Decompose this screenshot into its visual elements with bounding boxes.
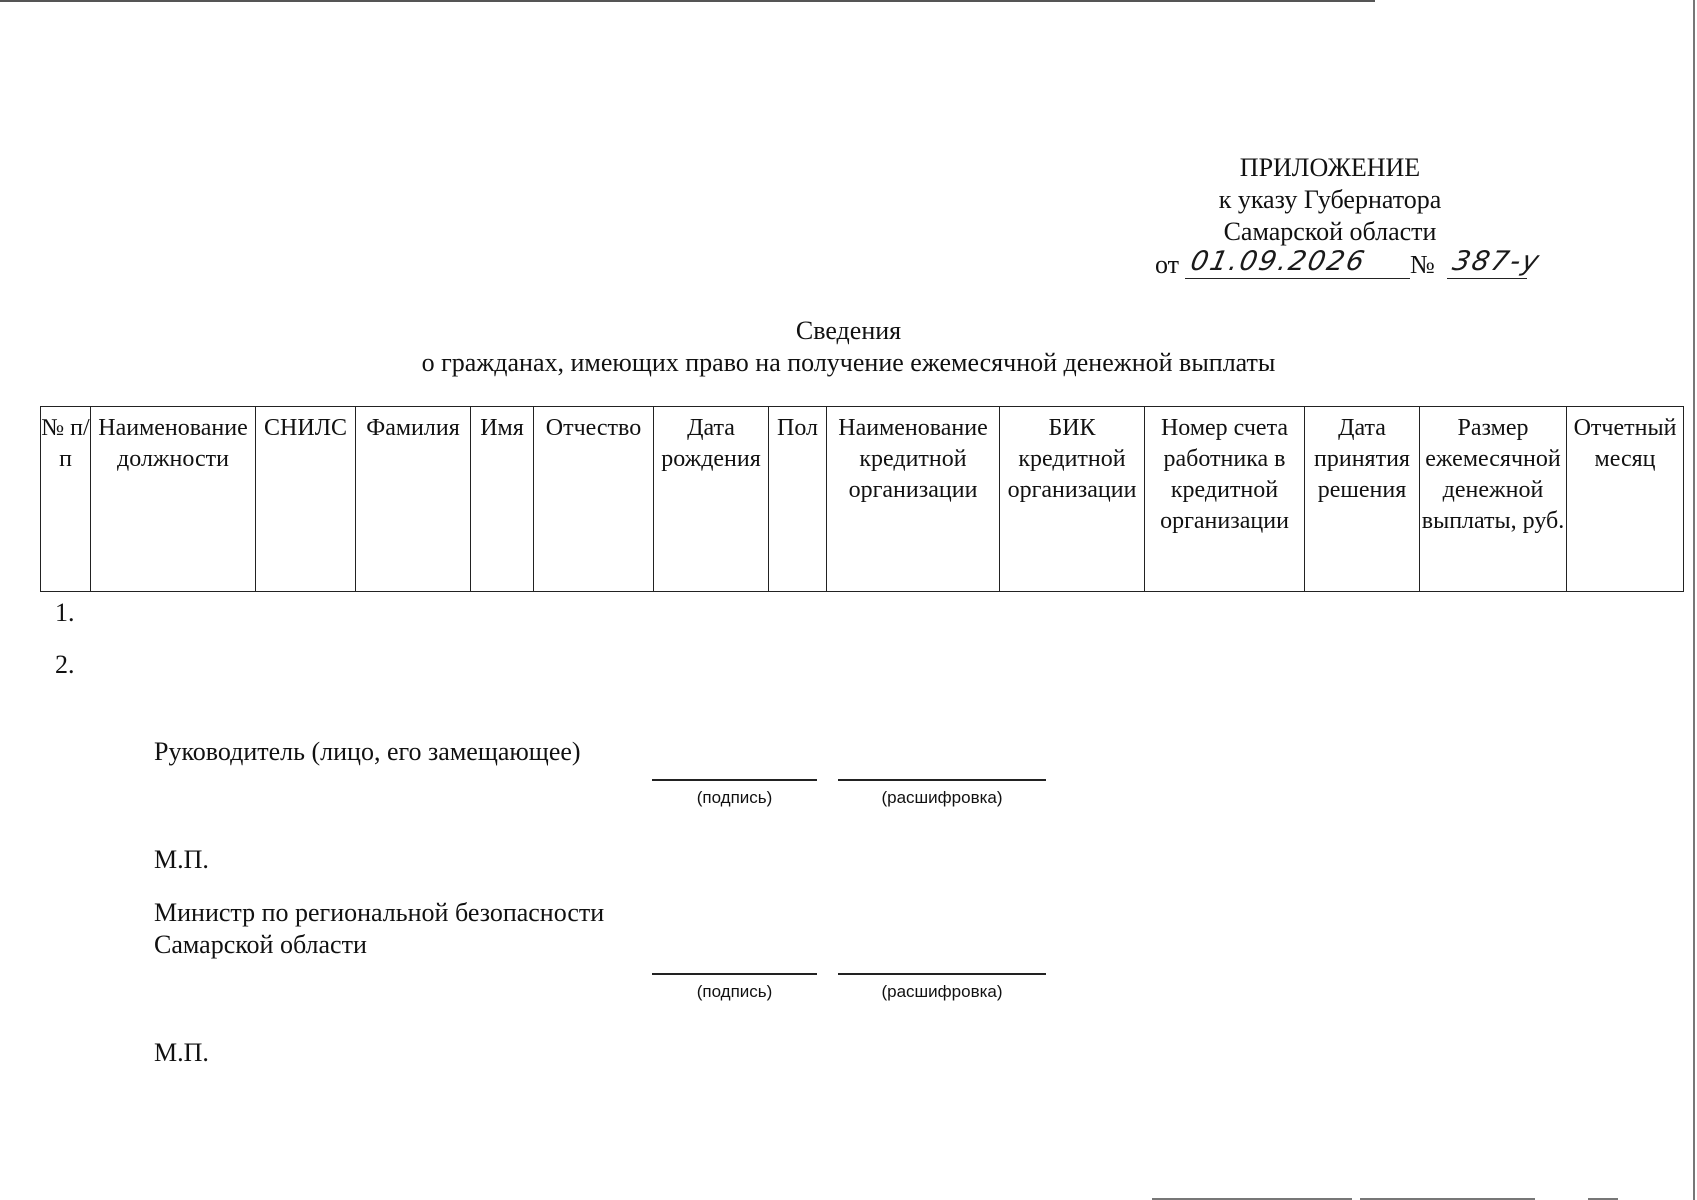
signature-caption: (подпись) xyxy=(696,788,773,807)
scan-top-edge-line xyxy=(0,0,1375,2)
row-number-2: 2. xyxy=(55,650,75,679)
signature-line xyxy=(652,779,817,781)
appendix-region: Самарской области xyxy=(1223,217,1437,246)
col-header-payment-amount: Размер ежемесячной денежной выплаты, руб. xyxy=(1420,407,1567,592)
col-header-account-number: Номер счета работника в кредитной организации xyxy=(1145,407,1305,592)
col-header-bank-name: Наименование кредитной организации xyxy=(827,407,1000,592)
col-header-surname: Фамилия xyxy=(356,407,471,592)
appendix-title: ПРИЛОЖЕНИЕ xyxy=(1239,153,1421,182)
col-header-position: Наименование должности xyxy=(91,407,256,592)
signatory-title-minister xyxy=(154,897,604,961)
signature-caption: (подпись) xyxy=(696,982,773,1001)
table-header-row xyxy=(41,407,1684,592)
document-heading xyxy=(0,315,1697,379)
stamp-place-label: М.П. xyxy=(154,1038,209,1067)
col-header-snils: СНИЛС xyxy=(256,407,356,592)
col-header-birth-date: Дата рождения xyxy=(654,407,769,592)
scan-right-edge-line xyxy=(1693,0,1695,1200)
signatory-title-line: Руководитель (лицо, его замещающее) xyxy=(154,737,581,766)
decoding-line xyxy=(838,779,1046,781)
decoding-caption: (расшифровка) xyxy=(881,788,1003,807)
col-header-bank-bic: БИК кредитной организации xyxy=(1000,407,1145,592)
scan-bottom-edge-line xyxy=(1152,1198,1352,1200)
from-prefix: от xyxy=(1155,250,1180,279)
decoding-line xyxy=(838,973,1046,975)
appendix-decree-ref: к указу Губернатора xyxy=(1218,185,1442,214)
decoding-caption: (расшифровка) xyxy=(881,982,1003,1001)
document-title: Сведения xyxy=(795,316,902,345)
scan-bottom-edge-line xyxy=(1360,1198,1535,1200)
col-header-sex: Пол xyxy=(769,407,827,592)
signature-line xyxy=(652,973,817,975)
decree-number-field xyxy=(1447,244,1544,279)
document-subtitle: о гражданах, имеющих право на получение ежемесячной денежной выплаты xyxy=(421,348,1276,377)
stamp-place-label: М.П. xyxy=(154,845,209,874)
decree-date-field xyxy=(1185,244,1410,279)
appendix-block xyxy=(1180,152,1480,248)
scan-bottom-edge-line xyxy=(1588,1198,1618,1200)
decree-date-number-line xyxy=(1155,244,1555,284)
col-header-patronymic: Отчество xyxy=(534,407,654,592)
signatory-title-line: Самарской области xyxy=(154,930,367,959)
handwritten-number: 387-у xyxy=(1449,246,1544,277)
col-header-decision-date: Дата принятия решения xyxy=(1305,407,1420,592)
signatory-title-head xyxy=(154,736,581,768)
number-sign: № xyxy=(1410,250,1435,279)
citizens-table xyxy=(40,406,1684,592)
col-header-report-month: Отчетный месяц xyxy=(1567,407,1684,592)
handwritten-date: 01.09.2026 xyxy=(1187,246,1369,277)
col-header-number: № п/п xyxy=(41,407,91,592)
row-number-1: 1. xyxy=(55,598,75,627)
signatory-title-line: Министр по региональной безопасности xyxy=(154,898,605,927)
col-header-name: Имя xyxy=(471,407,534,592)
